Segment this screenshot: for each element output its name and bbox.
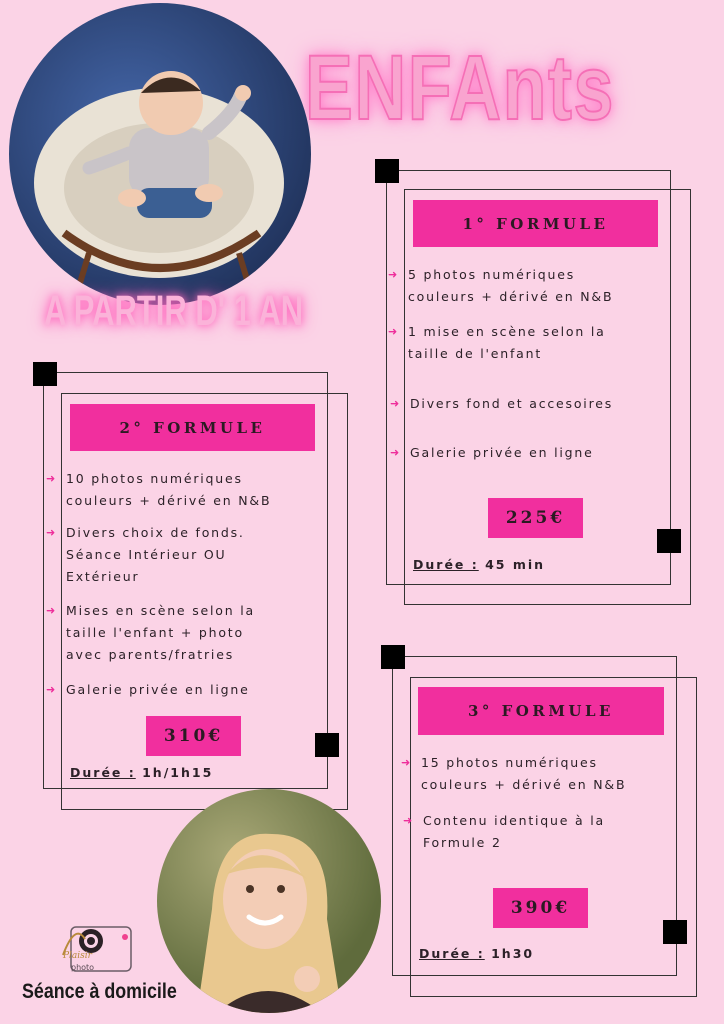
duree-label: Durée : xyxy=(413,557,479,572)
bullet-line: Contenu identique à la xyxy=(423,813,605,828)
page-title: ENFAnts xyxy=(305,37,615,139)
camera-icon xyxy=(55,915,135,977)
bullet-line: 5 photos numériques xyxy=(408,267,576,282)
formule1-bullet xyxy=(390,393,614,415)
formule1-heading: 1° FORMULE xyxy=(413,200,658,247)
formule3-price: 390€ xyxy=(493,888,588,928)
bullet-line: Divers choix de fonds. xyxy=(66,525,245,540)
baby-photo xyxy=(9,3,311,305)
formule3-duree xyxy=(419,946,534,961)
formule2-price: 310€ xyxy=(146,716,241,756)
brand-logo xyxy=(55,915,135,977)
bullet-line: Galerie privée en ligne xyxy=(66,682,250,697)
bullet-line: 1 mise en scène selon la xyxy=(408,324,606,339)
bullet-line: taille de l'enfant xyxy=(408,346,543,361)
duree-label: Durée : xyxy=(419,946,485,961)
corner-square xyxy=(33,362,57,386)
duree-value: 45 min xyxy=(485,557,546,572)
bullet-line: 10 photos numériques xyxy=(66,471,243,486)
arrow-right-icon: ➜ xyxy=(388,325,400,338)
bullet-line: couleurs + dérivé en N&B xyxy=(408,289,614,304)
bullet-line: 15 photos numériques xyxy=(421,755,598,770)
logo-subtext: photo xyxy=(71,963,95,972)
corner-square xyxy=(381,645,405,669)
formule1-bullet xyxy=(390,442,594,464)
bullet-line: couleurs + dérivé en N&B xyxy=(66,493,272,508)
duree-value: 1h30 xyxy=(491,946,535,961)
formule3-bullet xyxy=(403,810,605,854)
formule2-duree xyxy=(70,765,213,780)
arrow-right-icon: ➜ xyxy=(46,526,58,539)
arrow-right-icon: ➜ xyxy=(46,604,58,617)
formule2-bullet xyxy=(46,679,250,701)
duree-value: 1h/1h15 xyxy=(142,765,214,780)
footer-tagline: Séance à domicile xyxy=(22,980,177,1003)
corner-square xyxy=(657,529,681,553)
bullet-line: Séance Intérieur OU xyxy=(66,547,227,562)
formule1-bullet xyxy=(388,264,614,308)
formule2-heading: 2° FORMULE xyxy=(70,404,315,451)
girl-photo xyxy=(157,789,381,1013)
bullet-line: Formule 2 xyxy=(423,835,502,850)
corner-square xyxy=(375,159,399,183)
formule2-bullet xyxy=(46,468,272,512)
arrow-right-icon: ➜ xyxy=(390,397,402,410)
formule3-heading: 3° FORMULE xyxy=(418,687,664,735)
age-subtitle: A PARTIR D' 1 AN xyxy=(44,287,304,335)
logo-text: Plaisir xyxy=(63,951,92,961)
corner-square xyxy=(315,733,339,757)
arrow-right-icon: ➜ xyxy=(388,268,400,281)
bullet-line: couleurs + dérivé en N&B xyxy=(421,777,627,792)
formule2-bullet xyxy=(46,522,245,588)
formule1-price: 225€ xyxy=(488,498,583,538)
arrow-right-icon: ➜ xyxy=(401,756,413,769)
arrow-right-icon: ➜ xyxy=(46,683,58,696)
duree-label: Durée : xyxy=(70,765,136,780)
formule2-bullet xyxy=(46,600,255,666)
arrow-right-icon: ➜ xyxy=(46,472,58,485)
formule3-bullet xyxy=(401,752,627,796)
bullet-line: Extérieur xyxy=(66,569,140,584)
arrow-right-icon: ➜ xyxy=(390,446,402,459)
bullet-line: Galerie privée en ligne xyxy=(410,445,594,460)
formule1-bullet xyxy=(388,321,606,365)
arrow-right-icon: ➜ xyxy=(403,814,415,827)
formule1-duree xyxy=(413,557,545,572)
bullet-line: avec parents/fratries xyxy=(66,647,235,662)
corner-square xyxy=(663,920,687,944)
bullet-line: taille l'enfant + photo xyxy=(66,625,244,640)
bullet-line: Mises en scène selon la xyxy=(66,603,255,618)
bullet-line: Divers fond et accesoires xyxy=(410,396,614,411)
